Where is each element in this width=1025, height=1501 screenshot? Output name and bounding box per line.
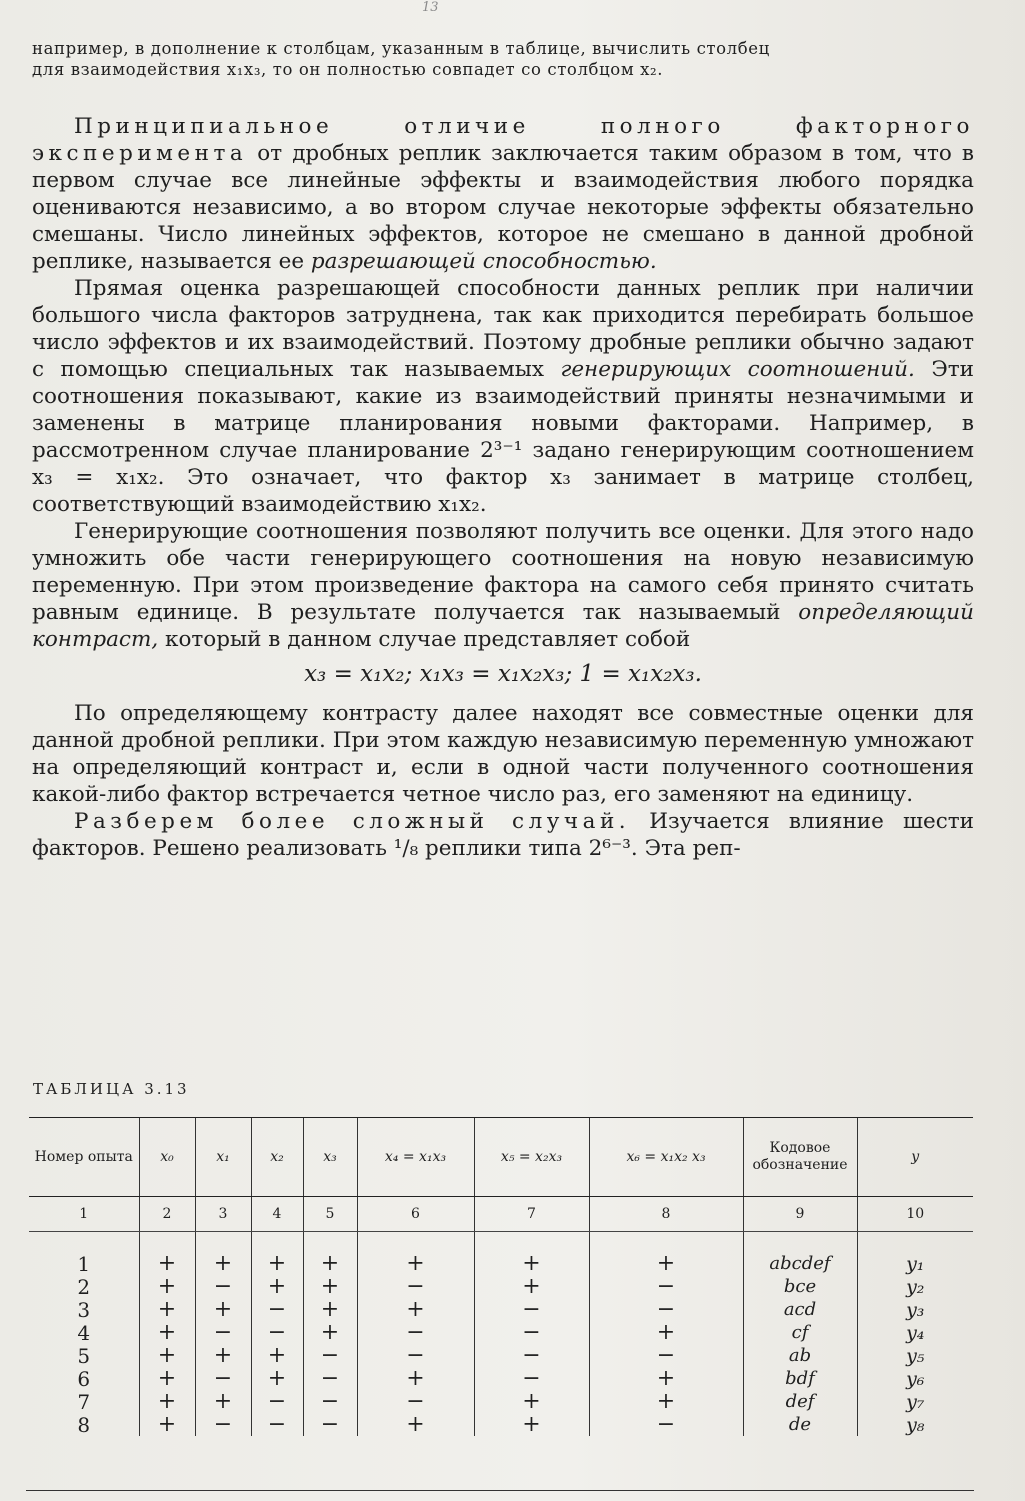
run-number-cell: 8 — [77, 1412, 91, 1437]
column-number: 3 — [195, 1197, 251, 1232]
sign-cell: + — [357, 1298, 474, 1321]
table-row — [29, 1344, 973, 1367]
column-header: Номер опыта — [29, 1118, 139, 1197]
column-header: Кодовое обозначение — [743, 1118, 857, 1197]
sign-cell: − — [357, 1321, 474, 1344]
run-number-cell: 2 — [77, 1274, 91, 1299]
sign-cell: + — [357, 1413, 474, 1436]
sign-cell: + — [195, 1298, 251, 1321]
paragraph-1 — [32, 113, 974, 275]
code-cell: abcdef — [743, 1232, 857, 1276]
sign-cell: + — [195, 1344, 251, 1367]
paragraph-text: Изучается влияние шести факторов. Решено реализовать ¹/₈ реплики типа 2⁶⁻³. Эта реп- — [32, 809, 974, 861]
column-header: x₀ — [139, 1118, 195, 1197]
column-header: x₃ — [303, 1118, 357, 1197]
spaced-lead: Разберем более сложный случай. — [74, 809, 631, 834]
column-number: 1 — [29, 1197, 139, 1232]
sign-cell: + — [474, 1232, 589, 1276]
table-row — [29, 1367, 973, 1390]
code-cell: de — [743, 1413, 857, 1436]
sign-cell: + — [474, 1413, 589, 1436]
sign-cell: − — [589, 1344, 743, 1367]
table-row — [29, 1413, 973, 1436]
response-cell: y₄ — [857, 1321, 973, 1344]
column-number: 4 — [251, 1197, 303, 1232]
sign-cell: − — [474, 1321, 589, 1344]
sign-cell: − — [357, 1344, 474, 1367]
sign-cell: + — [139, 1344, 195, 1367]
code-cell: acd — [743, 1298, 857, 1321]
sign-cell: + — [303, 1298, 357, 1321]
table-row — [29, 1275, 973, 1298]
column-header: x₂ — [251, 1118, 303, 1197]
run-number-cell: 4 — [77, 1320, 91, 1345]
response-cell: y₃ — [857, 1298, 973, 1321]
sign-cell: − — [195, 1275, 251, 1298]
paragraph-text: Эти соотношения показывают, какие из взаимодействий приняты незначимыми и заменены в матрице планирования новыми факторами. Например, в рассмотренном случае планирование 2³⁻¹ задано генерирующим соотношением x₃ = x₁x₂. Это означает, что фактор x₃ занимает в матрице столбец, соответствующий взаимодействию x₁x₂. — [32, 357, 974, 517]
column-number: 10 — [857, 1197, 973, 1232]
column-number-row — [29, 1197, 973, 1232]
text-line: например, в дополнение к столбцам, указанным в таблице, вычислить столбец — [32, 39, 770, 58]
sign-cell: − — [303, 1390, 357, 1413]
planning-matrix-table — [29, 1117, 973, 1436]
sign-cell: + — [474, 1275, 589, 1298]
column-header: y — [857, 1118, 973, 1197]
run-number-cell: 5 — [77, 1343, 91, 1368]
italic-term: генерирующих соотношений. — [560, 357, 915, 382]
sign-cell: + — [589, 1367, 743, 1390]
run-number-cell: 1 — [77, 1251, 91, 1276]
column-number: 8 — [589, 1197, 743, 1232]
sign-cell: − — [195, 1321, 251, 1344]
sign-cell: + — [195, 1390, 251, 1413]
sign-cell: + — [303, 1232, 357, 1276]
text-line: для взаимодействия x₁x₃, то он полностью совпадет со столбцом x₂. — [32, 60, 664, 79]
sign-cell: + — [139, 1298, 195, 1321]
paragraph-4: По определяющему контрасту далее находят все совместные оценки для данной дробной реплики. При этом каждую независимую переменную умножают на определяющий контраст и, если в одной части полученного соотношения какой-либо фактор встречается четное число раз, его заменяют на единицу. — [32, 701, 974, 807]
italic-term: определяющий контраст, — [32, 600, 974, 652]
sign-cell: + — [251, 1367, 303, 1390]
paragraph-text: от дробных реплик заключается таким образом в том, что в первом случае все линейные эффекты и взаимодействия любого порядка оцениваются независимо, а во втором случае некоторые эффекты обязательно смешаны. Число линейных эффектов, которое не смешано в данной дробной реплике, называется ее — [32, 141, 974, 274]
sign-cell: − — [303, 1367, 357, 1390]
sign-cell: − — [195, 1413, 251, 1436]
sign-cell: − — [303, 1413, 357, 1436]
sign-cell: + — [251, 1344, 303, 1367]
page-number-mark: 13 — [422, 0, 439, 15]
column-header: x₆ = x₁x₂ x₃ — [589, 1118, 743, 1197]
column-number: 9 — [743, 1197, 857, 1232]
response-cell: y₁ — [857, 1232, 973, 1276]
sign-cell: + — [139, 1390, 195, 1413]
run-number-cell: 7 — [77, 1389, 91, 1414]
sign-cell: − — [474, 1367, 589, 1390]
table-row — [29, 1298, 973, 1321]
sign-cell: + — [303, 1275, 357, 1298]
paragraph-text: который в данном случае представляет собой — [158, 627, 691, 652]
code-cell: bce — [743, 1275, 857, 1298]
response-cell: y₅ — [857, 1344, 973, 1367]
sign-cell: − — [303, 1344, 357, 1367]
response-cell: y₈ — [857, 1413, 973, 1436]
column-header: x₅ = x₂x₃ — [474, 1118, 589, 1197]
sign-cell: + — [589, 1232, 743, 1276]
sign-cell: − — [589, 1298, 743, 1321]
sign-cell: − — [589, 1275, 743, 1298]
table-row — [29, 1232, 973, 1276]
response-cell: y₆ — [857, 1367, 973, 1390]
table-header-row — [29, 1118, 973, 1197]
bottom-rule — [26, 1490, 974, 1491]
sign-cell: − — [251, 1390, 303, 1413]
sign-cell: + — [251, 1232, 303, 1276]
sign-cell: − — [195, 1367, 251, 1390]
column-header: x₁ — [195, 1118, 251, 1197]
defining-contrast-formula: x₃ = x₁x₂; x₁x₃ = x₁x₂x₃; 1 = x₁x₂x₃. — [304, 661, 702, 687]
sign-cell: + — [139, 1321, 195, 1344]
sign-cell: + — [195, 1232, 251, 1276]
column-number: 7 — [474, 1197, 589, 1232]
column-number: 6 — [357, 1197, 474, 1232]
column-number: 2 — [139, 1197, 195, 1232]
continued-paragraph — [32, 38, 972, 80]
paragraph-text: Прямая оценка разрешающей способности данных реплик при наличии большого числа факторов затруднена, так как приходится перебирать большое число эффектов и их взаимодействий. Поэтому дробные реплики обычно задают с помощью специальных так называемых — [32, 276, 974, 382]
sign-cell: − — [251, 1321, 303, 1344]
sign-cell: + — [139, 1232, 195, 1276]
sign-cell: + — [589, 1321, 743, 1344]
paragraph-5 — [32, 808, 974, 862]
sign-cell: − — [251, 1413, 303, 1436]
table-row — [29, 1390, 973, 1413]
table-caption: ТАБЛИЦА 3.13 — [33, 1080, 190, 1098]
main-text — [32, 113, 974, 862]
italic-term: разрешающей способностью. — [310, 249, 657, 274]
code-cell: cf — [743, 1321, 857, 1344]
sign-cell: − — [474, 1298, 589, 1321]
code-cell: ab — [743, 1344, 857, 1367]
sign-cell: + — [139, 1413, 195, 1436]
code-cell: def — [743, 1390, 857, 1413]
table-row — [29, 1321, 973, 1344]
sign-cell: + — [303, 1321, 357, 1344]
sign-cell: − — [251, 1298, 303, 1321]
sign-cell: − — [357, 1275, 474, 1298]
sign-cell: − — [589, 1413, 743, 1436]
sign-cell: + — [139, 1275, 195, 1298]
sign-cell: − — [357, 1390, 474, 1413]
paragraph-3 — [32, 518, 974, 653]
sign-cell: + — [251, 1275, 303, 1298]
run-number-cell: 3 — [77, 1297, 91, 1322]
column-header: x₄ = x₁x₃ — [357, 1118, 474, 1197]
spaced-lead: Принципиальное отличие полного факторного эксперимента — [32, 114, 974, 166]
sign-cell: + — [357, 1232, 474, 1276]
sign-cell: − — [474, 1344, 589, 1367]
sign-cell: + — [474, 1390, 589, 1413]
paragraph-text: Генерирующие соотношения позволяют получить все оценки. Для этого надо умножить обе части генерирующего соотношения на новую независимую переменную. При этом произведение фактора на самого себя принято считать равным единице. В результате получается так называемый — [32, 519, 974, 625]
column-number: 5 — [303, 1197, 357, 1232]
sign-cell: + — [357, 1367, 474, 1390]
sign-cell: + — [139, 1367, 195, 1390]
response-cell: y₂ — [857, 1275, 973, 1298]
sign-cell: + — [589, 1390, 743, 1413]
code-cell: bdf — [743, 1367, 857, 1390]
paragraph-2 — [32, 275, 974, 518]
response-cell: y₇ — [857, 1390, 973, 1413]
run-number-cell: 6 — [77, 1366, 91, 1391]
